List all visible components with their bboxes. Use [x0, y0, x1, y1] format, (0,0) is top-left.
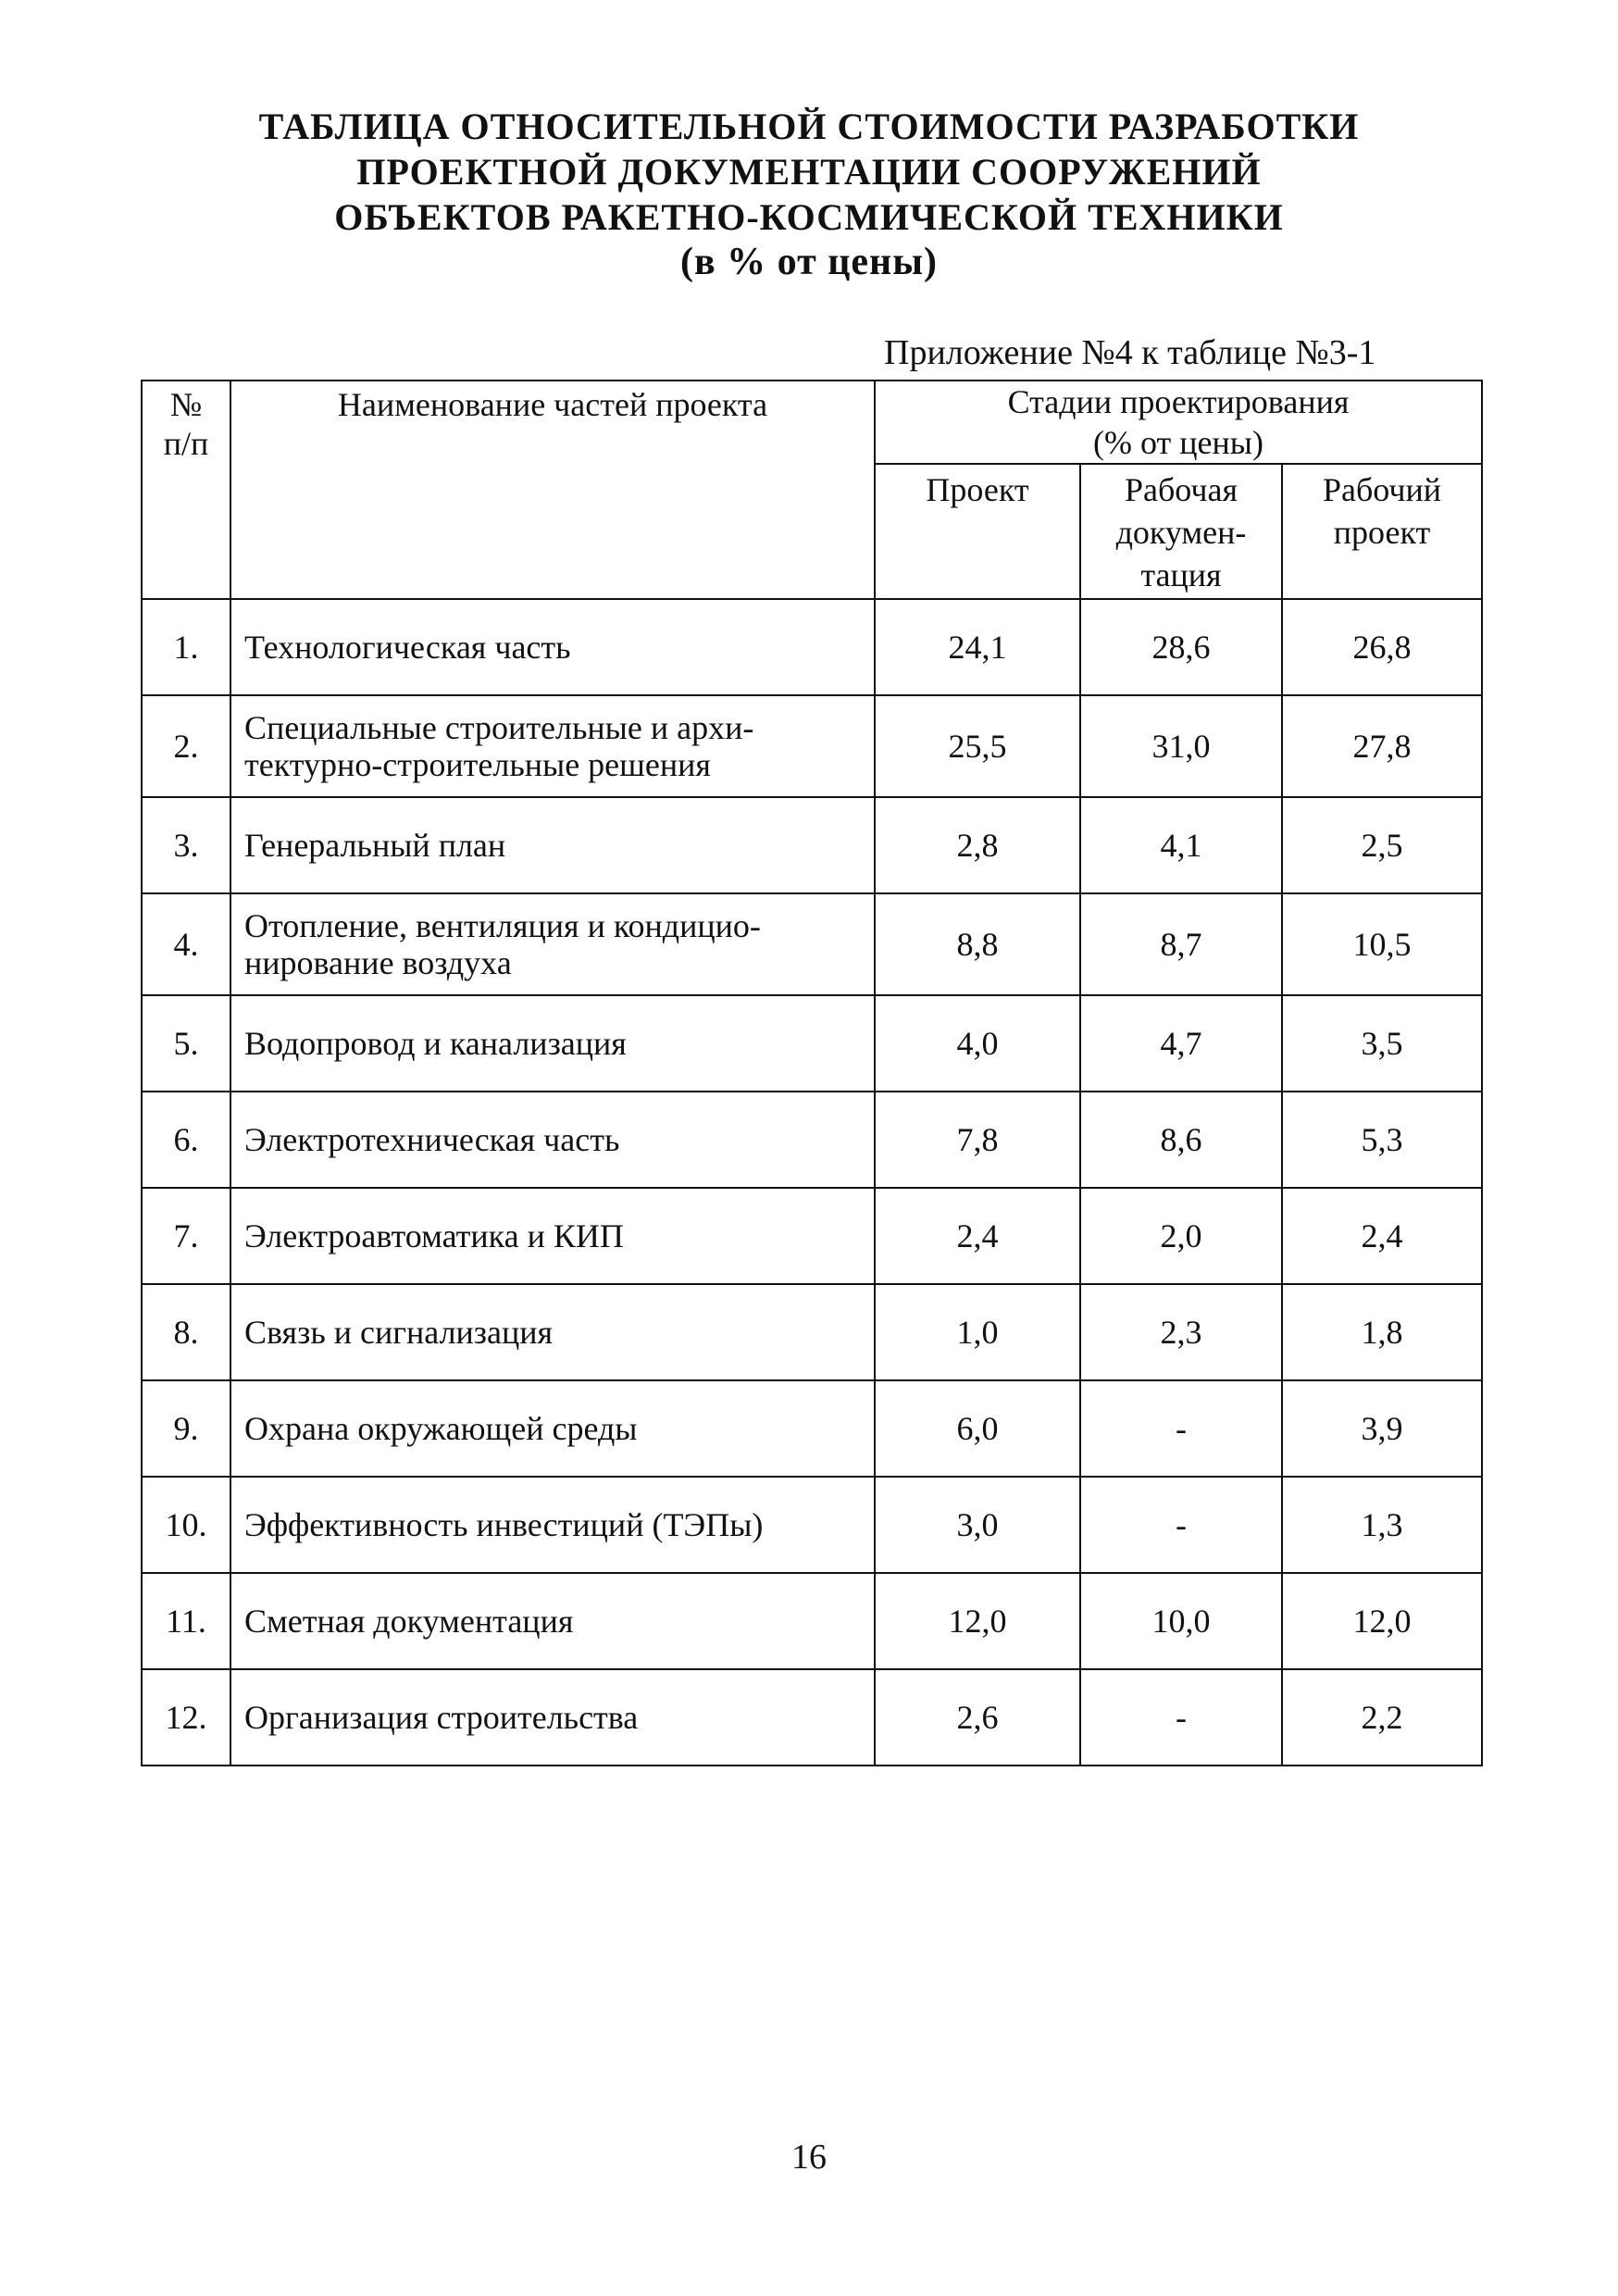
value-working-docs: 4,1: [1080, 797, 1282, 893]
value-working-project: 26,8: [1282, 599, 1482, 695]
value-project: 2,8: [875, 797, 1080, 893]
title-line-4: (в % от цены): [679, 241, 939, 283]
value-working-project: 1,3: [1282, 1477, 1482, 1573]
value-project: 2,6: [875, 1669, 1080, 1766]
row-name: Генеральный план: [230, 797, 875, 893]
value-project: 24,1: [875, 599, 1080, 695]
value-working-docs: -: [1080, 1477, 1282, 1573]
table-row: [142, 1092, 1482, 1188]
row-name-line-1: Отопление, вентиляция и кондицио-: [244, 907, 761, 944]
table-row: [142, 893, 1482, 995]
row-name: Охрана окружающей среды: [230, 1380, 875, 1477]
row-number: 4.: [142, 893, 230, 995]
value-project: 8,8: [875, 893, 1080, 995]
header-working-docs-line-3: тация: [1140, 556, 1222, 593]
row-number: 9.: [142, 1380, 230, 1477]
page-number: 16: [791, 2138, 827, 2177]
value-project: 7,8: [875, 1092, 1080, 1188]
value-working-docs: 28,6: [1080, 599, 1282, 695]
row-number: 8.: [142, 1284, 230, 1380]
header-number: [142, 381, 230, 599]
value-working-project: 3,9: [1282, 1380, 1482, 1477]
value-working-project: 10,5: [1282, 893, 1482, 995]
value-working-docs: 8,6: [1080, 1092, 1282, 1188]
table-row: [142, 1669, 1482, 1766]
header-stage-working-docs: [1080, 464, 1282, 599]
row-number: 2.: [142, 695, 230, 797]
value-working-project: 2,5: [1282, 797, 1482, 893]
cost-table: [141, 380, 1483, 1766]
row-name: [230, 695, 875, 797]
row-number: 10.: [142, 1477, 230, 1573]
header-working-docs-line-1: Рабочая: [1124, 471, 1238, 508]
table-row: [142, 1477, 1482, 1573]
value-project: 6,0: [875, 1380, 1080, 1477]
row-name: Организация строительства: [230, 1669, 875, 1766]
document-title: [0, 104, 1618, 285]
row-number: 7.: [142, 1188, 230, 1284]
row-number: 3.: [142, 797, 230, 893]
header-working-project-line-1: Рабочий: [1322, 471, 1442, 508]
title-line-2: ПРОЕКТНОЙ ДОКУМЕНТАЦИИ СООРУЖЕНИЙ: [356, 151, 1262, 193]
value-project: 4,0: [875, 995, 1080, 1092]
header-stage-project: Проект: [875, 464, 1080, 599]
row-number: 12.: [142, 1669, 230, 1766]
value-working-docs: -: [1080, 1669, 1282, 1766]
row-name: Электроавтоматика и КИП: [230, 1188, 875, 1284]
row-name: Связь и сигнализация: [230, 1284, 875, 1380]
value-working-project: 12,0: [1282, 1573, 1482, 1669]
header-stages: [875, 381, 1482, 464]
value-working-project: 27,8: [1282, 695, 1482, 797]
row-name: Эффективность инвестиций (ТЭПы): [230, 1477, 875, 1573]
row-name: Сметная документация: [230, 1573, 875, 1669]
table-row: [142, 695, 1482, 797]
title-line-3: ОБЪЕКТОВ РАКЕТНО-КОСМИЧЕСКОЙ ТЕХНИКИ: [334, 196, 1284, 238]
value-working-docs: 2,3: [1080, 1284, 1282, 1380]
header-working-docs-line-2: докумен-: [1115, 514, 1247, 551]
table-row: [142, 1188, 1482, 1284]
value-project: 12,0: [875, 1573, 1080, 1669]
table-row: [142, 1573, 1482, 1669]
row-number: 11.: [142, 1573, 230, 1669]
header-stages-line-1: Стадии проектирования: [1007, 383, 1350, 420]
value-working-project: 2,4: [1282, 1188, 1482, 1284]
header-stage-working-project: [1282, 464, 1482, 599]
value-working-project: 5,3: [1282, 1092, 1482, 1188]
header-number-line-1: №: [169, 386, 203, 423]
header-working-project-line-2: проект: [1333, 514, 1431, 551]
value-project: 25,5: [875, 695, 1080, 797]
row-name: Технологическая часть: [230, 599, 875, 695]
value-working-docs: 2,0: [1080, 1188, 1282, 1284]
value-project: 2,4: [875, 1188, 1080, 1284]
row-number: 5.: [142, 995, 230, 1092]
table-row: [142, 797, 1482, 893]
row-number: 6.: [142, 1092, 230, 1188]
header-stages-line-2: (% от цены): [1093, 424, 1263, 461]
table-row: [142, 599, 1482, 695]
row-name-line-2: нирование воздуха: [244, 944, 512, 981]
row-name-line-2: тектурно-строительные решения: [244, 746, 711, 783]
value-working-docs: 10,0: [1080, 1573, 1282, 1669]
table-row: [142, 1380, 1482, 1477]
value-working-project: 2,2: [1282, 1669, 1482, 1766]
row-name: Водопровод и канализация: [230, 995, 875, 1092]
row-name-line-1: Специальные строительные и архи-: [244, 709, 754, 746]
value-working-docs: 31,0: [1080, 695, 1282, 797]
value-project: 3,0: [875, 1477, 1080, 1573]
value-working-docs: -: [1080, 1380, 1282, 1477]
value-working-docs: 8,7: [1080, 893, 1282, 995]
title-line-1: ТАБЛИЦА ОТНОСИТЕЛЬНОЙ СТОИМОСТИ РАЗРАБОТКИ: [258, 106, 1360, 147]
row-name: Электротехническая часть: [230, 1092, 875, 1188]
value-working-docs: 4,7: [1080, 995, 1282, 1092]
value-working-project: 1,8: [1282, 1284, 1482, 1380]
header-name: Наименование частей проекта: [230, 381, 875, 599]
header-number-line-2: п/п: [163, 425, 209, 462]
row-name: [230, 893, 875, 995]
row-number: 1.: [142, 599, 230, 695]
table-row: [142, 995, 1482, 1092]
value-working-project: 3,5: [1282, 995, 1482, 1092]
value-project: 1,0: [875, 1284, 1080, 1380]
appendix-reference: Приложение №4 к таблице №3-1: [884, 333, 1376, 372]
table-row: [142, 1284, 1482, 1380]
